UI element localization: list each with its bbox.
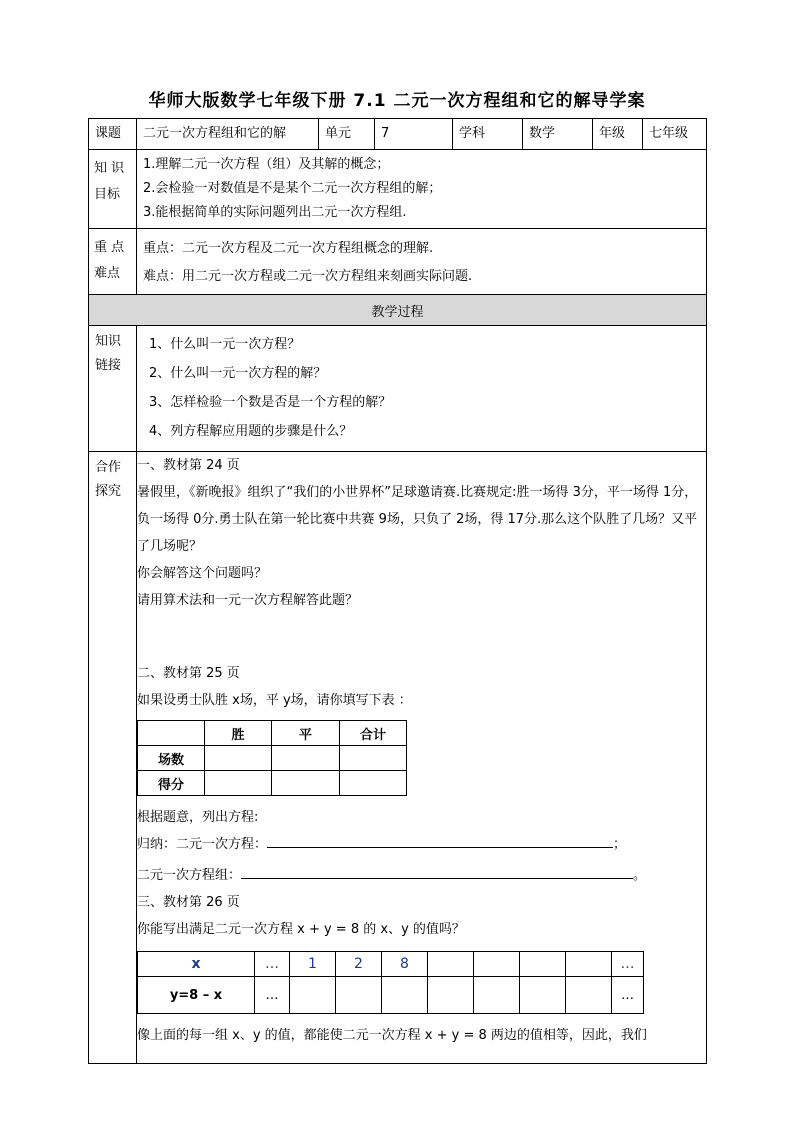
table-cell: 2 — [336, 952, 382, 977]
lesson-table — [88, 118, 707, 1064]
link-question: 3、怎样检验一个数是否是一个方程的解？ — [149, 395, 392, 410]
question-text: 你会解答这个问题吗？ — [137, 566, 268, 581]
blank-cell[interactable] — [474, 952, 520, 977]
unit-label: 单元 — [319, 119, 375, 150]
blank-cell[interactable] — [272, 746, 340, 771]
blank-cell[interactable] — [520, 977, 566, 1014]
unit-value: 7 — [375, 119, 453, 150]
instruction-text: 如果设勇士队胜 x场，平 y场，请你填写下表 ： — [137, 693, 412, 708]
blank-cell[interactable] — [474, 977, 520, 1014]
objective-item: 1.理解二元一次方程（组）及其解的概念； — [143, 157, 390, 172]
blank-cell[interactable] — [290, 977, 336, 1014]
blank-cell[interactable] — [205, 771, 272, 796]
grade-label: 年级 — [593, 119, 643, 150]
instruction-text: 根据题意，列出方程: — [137, 810, 259, 825]
problem-text: 暑假里，《新晚报》组织了“我们的小世界杯”足球邀请赛.比赛规定:胜一场得 3分，平一场得 1分，负一场得 0分.勇士队在第一轮比赛中共赛 9场，只负了 2场，得 17分.那么这个队胜了几场？又平了几场呢？ — [137, 485, 698, 554]
blank-cell[interactable] — [566, 977, 612, 1014]
objective-item: 2.会检验一对数值是不是某个二元一次方程组的解； — [143, 181, 442, 196]
coop-label: 合作探究 — [89, 452, 137, 1064]
page-title: 华师大版数学七年级下册 7.1 二元一次方程组和它的解导学案 — [148, 91, 646, 111]
fill-in-table — [137, 720, 407, 796]
course-value: 二元一次方程组和它的解 — [137, 119, 319, 150]
links-content — [137, 326, 707, 452]
section-heading: 三、教材第 26 页 — [137, 895, 240, 910]
link-question: 1、什么叫一元一次方程？ — [149, 337, 301, 352]
summary-line: 二元一次方程组： 。 — [137, 862, 706, 889]
blank-cell[interactable] — [272, 771, 340, 796]
objective-item: 3.能根据简单的实际问题列出二元一次方程组. — [143, 205, 407, 220]
instruction-text: 请用算术法和一元一次方程解答此题？ — [137, 593, 359, 608]
blank-cell[interactable] — [382, 977, 428, 1014]
question-text: 你能写出满足二元一次方程 x + y = 8 的 x、y 的值吗？ — [137, 922, 465, 937]
course-label: 课题 — [89, 119, 137, 150]
section-heading: 二、教材第 25 页 — [137, 666, 240, 681]
table-cell: 1 — [290, 952, 336, 977]
explanation-text: 像上面的每一组 x、y 的值，都能使二元一次方程 x + y = 8 两边的值相等，因此，我们 — [137, 1028, 647, 1043]
table-cell: … — [612, 952, 644, 977]
y-formula: y=8 – x — [138, 977, 255, 1014]
objectives-label: 知 识 目标 — [89, 150, 137, 229]
table-cell: … — [255, 952, 290, 977]
blank-cell[interactable] — [566, 952, 612, 977]
table-header-cell: 合计 — [340, 721, 407, 746]
subject-value: 数学 — [523, 119, 593, 150]
blank-cell[interactable] — [336, 977, 382, 1014]
blank-cell[interactable] — [520, 952, 566, 977]
table-cell: … — [612, 977, 644, 1014]
link-question: 2、什么叫一元一次方程的解？ — [149, 366, 327, 381]
blank-cell[interactable] — [205, 746, 272, 771]
blank-cell[interactable] — [340, 746, 407, 771]
blank-cell[interactable] — [428, 977, 474, 1014]
keypoints-content — [137, 229, 707, 295]
summary-line: 归纳：二元一次方程： ； — [137, 831, 706, 858]
grade-value: 七年级 — [643, 119, 707, 150]
x-header: x — [138, 952, 255, 977]
table-cell: 8 — [382, 952, 428, 977]
table-cell: … — [255, 977, 290, 1014]
coop-content — [137, 452, 707, 1064]
section-heading: 一、教材第 24 页 — [137, 458, 240, 473]
table-header-cell: 胜 — [205, 721, 272, 746]
blank-cell[interactable] — [428, 952, 474, 977]
answer-blank[interactable] — [267, 833, 613, 848]
difficult-point: 难点：用二元一次方程或二元一次方程组来刻画实际问题. — [143, 269, 473, 284]
table-row-label: 得分 — [138, 771, 205, 796]
keypoints-label: 重 点 难点 — [89, 229, 137, 295]
blank-cell[interactable] — [340, 771, 407, 796]
table-header-cell: 平 — [272, 721, 340, 746]
answer-blank[interactable] — [241, 864, 633, 879]
process-header: 教学过程 — [89, 295, 707, 326]
objectives-content — [137, 150, 707, 229]
subject-label: 学科 — [453, 119, 523, 150]
table-row-label: 场数 — [138, 746, 205, 771]
table-header-cell — [138, 721, 205, 746]
link-question: 4、列方程解应用题的步骤是什么？ — [149, 424, 353, 439]
links-label: 知识链接 — [89, 326, 137, 452]
key-point: 重点：二元一次方程及二元一次方程组概念的理解. — [143, 241, 434, 256]
xy-table — [137, 951, 644, 1014]
